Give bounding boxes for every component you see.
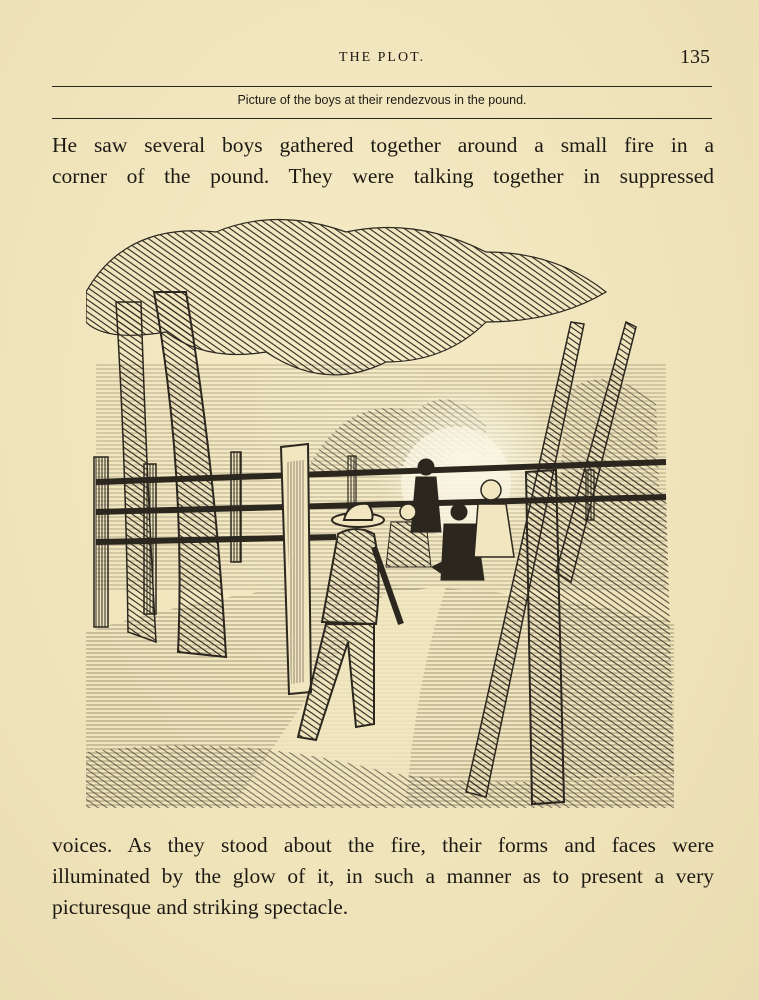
paragraph-bottom — [52, 830, 714, 923]
right-bushes — [536, 469, 674, 782]
text-line: corner of the pound. They were talking together in suppressed — [52, 164, 714, 188]
running-title: THE PLOT. — [338, 50, 426, 65]
running-head — [52, 48, 712, 74]
header-rule-bottom — [52, 118, 712, 119]
text-line: picturesque and striking spectacle. — [52, 895, 349, 919]
text-line: He saw several boys gathered together around a small fire in a — [52, 133, 714, 157]
illustration-caption: Picture of the boys at their rendezvous in the pound. — [237, 93, 527, 107]
page-number: 135 — [680, 46, 710, 68]
text-line: voices. As they stood about the fire, their forms and faces were — [52, 833, 714, 857]
engraving-illustration — [86, 212, 674, 808]
paragraph-top — [52, 130, 714, 192]
text-line: illuminated by the glow of it, in such a manner as to present a very — [52, 864, 714, 888]
header-rule-top — [52, 86, 712, 87]
